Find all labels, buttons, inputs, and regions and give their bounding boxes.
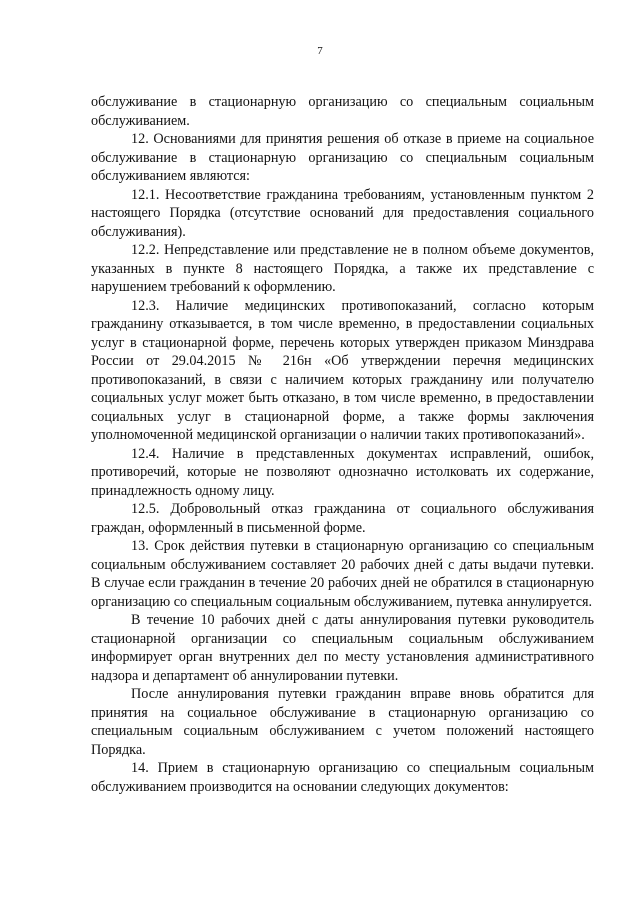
paragraph-12-4: 12.4. Наличие в представленных документах исправлений, ошибок, противоречий, которые не позволяют однозначно истолковать их содержание, принадлежность одному лицу. <box>91 445 594 499</box>
paragraph-13: 13. Срок действия путевки в стационарную организацию со специальным социальным обслуживанием составляет 20 рабочих дней с даты выдачи путевки. В случае если гражданин в течение 20 рабочих дней не обратился в стационарную организацию со специальным социальным обслуживанием, путевка аннулируется. <box>91 538 594 610</box>
page-number: 7 <box>317 45 323 57</box>
document-body <box>91 93 594 796</box>
paragraph-12-5: 12.5. Добровольный отказ гражданина от социального обслуживания граждан, оформленный в письменной форме. <box>91 501 594 536</box>
paragraph-13-annulment-notice: В течение 10 рабочих дней с даты аннулирования путевки руководитель стационарной организации со специальным социальным обслуживанием информирует орган внутренних дел по месту установления административного надзора и департамент об аннулировании путевки. <box>91 612 594 684</box>
paragraph-continuation: обслуживание в стационарную организацию со специальным социальным обслуживанием. <box>91 94 594 129</box>
paragraph-12: 12. Основаниями для принятия решения об отказе в приеме на социальное обслуживание в стационарную организацию со специальным социальным обслуживанием являются: <box>91 131 594 184</box>
paragraph-12-2: 12.2. Непредставление или представление не в полном объеме документов, указанных в пункте 8 настоящего Порядка, а также их представление с нарушением требований к оформлению. <box>91 242 594 295</box>
paragraph-12-3: 12.3. Наличие медицинских противопоказаний, согласно которым гражданину отказывается, в том числе временно, в предоставлении социальных услуг в стационарной форме, перечень которых утвержден приказом Минздрава России от 29.04.2015 № 216н «Об утверждении перечня медицинских противопоказаний, в связи с наличием которых гражданину или получателю социальных услуг может быть отказано, в том числе временно, в предоставлении социальных услуг в стационарной форме, а также формы заключения уполномоченной медицинской организации о наличии таких противопоказаний». <box>91 297 594 443</box>
paragraph-13-reapplication: После аннулирования путевки гражданин вправе вновь обратится для принятия на социальное обслуживание в стационарную организацию со специальным социальным обслуживанием с учетом положений настоящего Порядка. <box>91 686 594 758</box>
paragraph-12-1: 12.1. Несоответствие гражданина требованиям, установленным пунктом 2 настоящего Порядка (отсутствие оснований для предоставления социального обслуживания). <box>91 186 594 240</box>
paragraph-14: 14. Прием в стационарную организацию со специальным социальным обслуживанием производится на основании следующих документов: <box>91 760 594 795</box>
